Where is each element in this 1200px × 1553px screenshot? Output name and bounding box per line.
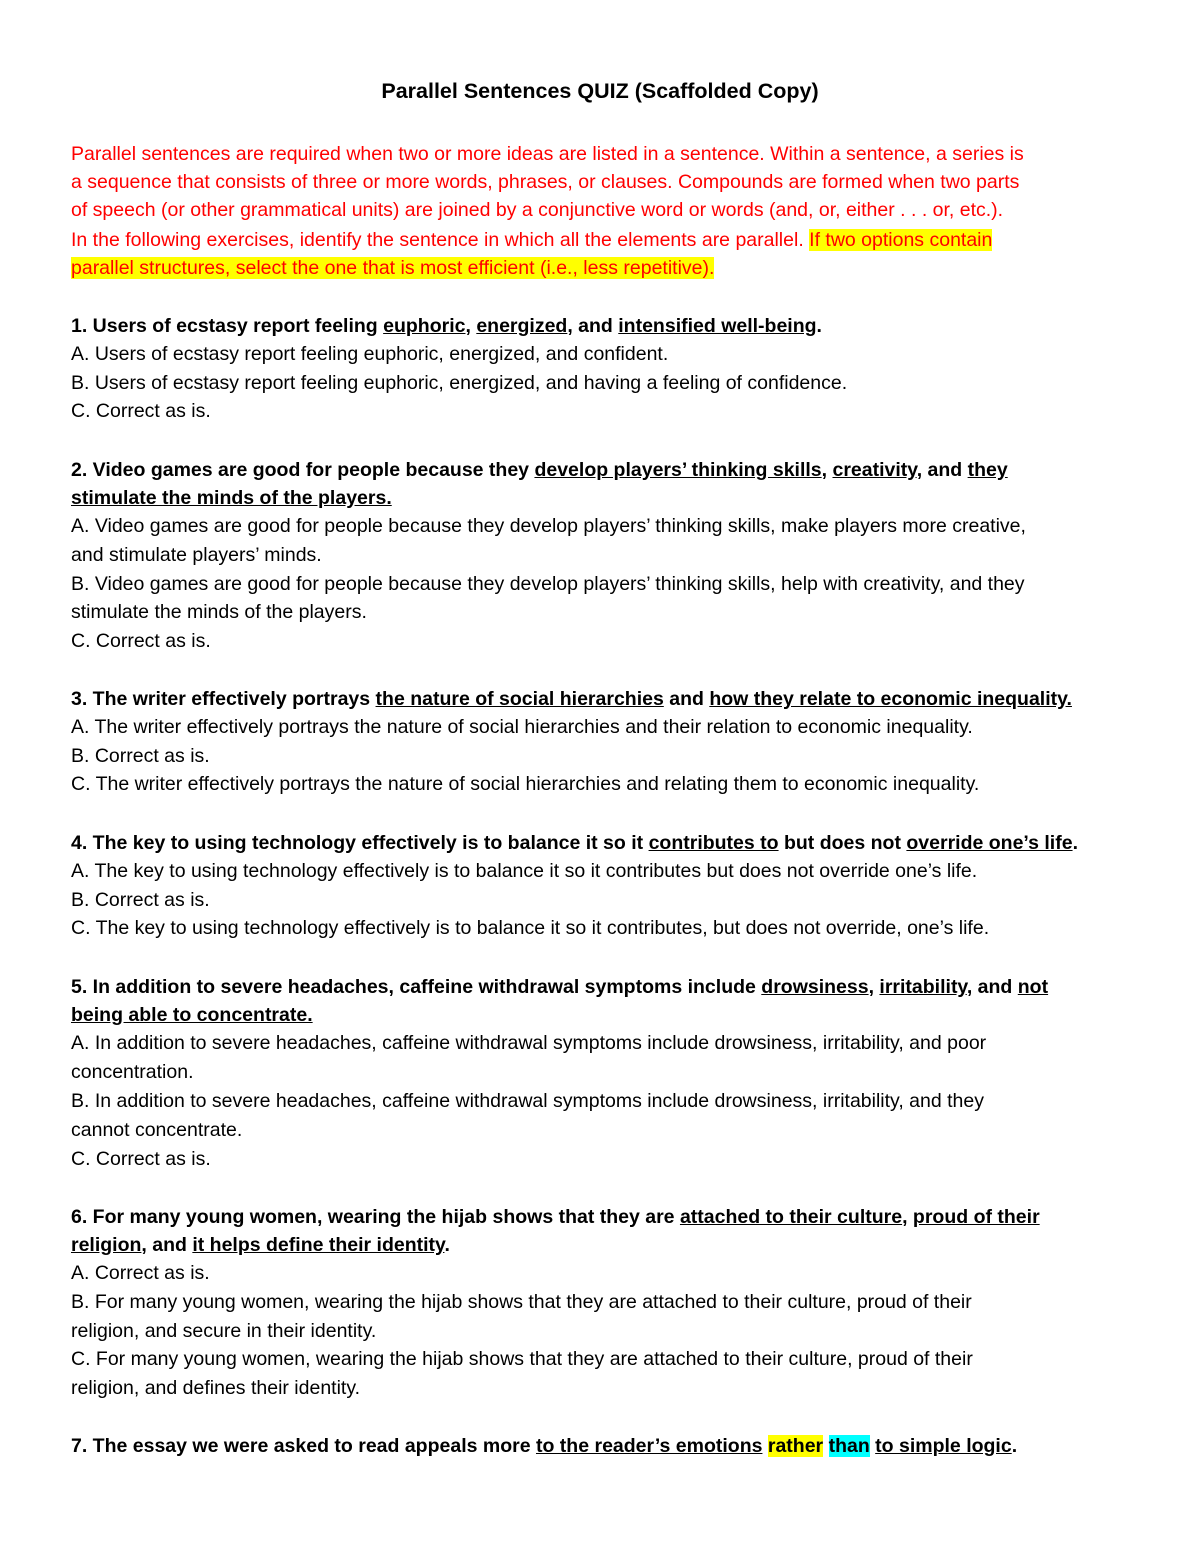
- question-2-option-b: B. Video games are good for people because they develop players’ thinking skills, help with creativity, and they: [71, 573, 1025, 595]
- question-6-option-b-cont: religion, and secure in their identity.: [71, 1320, 377, 1342]
- underlined-element: to simple logic: [875, 1435, 1012, 1457]
- underlined-element: intensified well-being: [618, 315, 817, 337]
- question-2-option-b-cont: stimulate the minds of the players.: [71, 601, 367, 623]
- underlined-element: energized: [476, 315, 568, 337]
- question-2-prompt: 2. Video games are good for people because they develop players’ thinking skills, creativity, and they: [71, 459, 1008, 481]
- underlined-element: religion: [71, 1234, 142, 1256]
- underlined-element: not: [1017, 976, 1049, 998]
- question-2-option-c: C. Correct as is.: [71, 630, 211, 652]
- intro-line-1: Parallel sentences are required when two or more ideas are listed in a sentence. Within a sentence, a series is: [71, 143, 1024, 165]
- underlined-element: creativity: [832, 459, 917, 481]
- question-6-option-c-cont: religion, and defines their identity.: [71, 1377, 361, 1399]
- underlined-element: contributes to: [648, 832, 779, 854]
- question-5-option-a: A. In addition to severe headaches, caffeine withdrawal symptoms include drowsiness, irritability, and poor: [71, 1032, 987, 1054]
- question-4-option-c: C. The key to using technology effectively is to balance it so it contributes, but does not override, one’s life.: [71, 917, 990, 939]
- question-5-prompt: 5. In addition to severe headaches, caffeine withdrawal symptoms include drowsiness, irritability, and not: [71, 976, 1049, 998]
- intro-text: In the following exercises, identify the sentence in which all the elements are parallel.: [71, 229, 810, 251]
- underlined-element: proud of their: [912, 1206, 1040, 1228]
- underlined-element: the nature of social hierarchies: [375, 688, 664, 710]
- underlined-element: develop players’ thinking skills: [534, 459, 822, 481]
- question-2-option-a: A. Video games are good for people because they develop players’ thinking skills, make players more creative,: [71, 515, 1026, 537]
- highlighted-instruction: parallel structures, select the one that is most efficient (i.e., less repetitive).: [71, 257, 715, 279]
- question-4-prompt: 4. The key to using technology effectively is to balance it so it contributes to but does not override one’s life.: [71, 832, 1078, 854]
- question-5-prompt-cont: [71, 1001, 1140, 1029]
- highlighted-word: rather: [767, 1435, 824, 1457]
- question-6-prompt: 6. For many young women, wearing the hijab shows that they are attached to their culture, proud of their: [71, 1206, 1040, 1228]
- question-2-prompt-cont: [71, 484, 1140, 512]
- question-3-prompt: 3. The writer effectively portrays the nature of social hierarchies and how they relate to economic inequality.: [71, 688, 1072, 710]
- intro-line-2: a sequence that consists of three or more words, phrases, or clauses. Compounds are formed when two parts: [71, 171, 1020, 193]
- question-1-prompt: 1. Users of ecstasy report feeling euphoric, energized, and intensified well-being.: [71, 315, 822, 337]
- question-1-option-b: B. Users of ecstasy report feeling euphoric, energized, and having a feeling of confidence.: [71, 372, 848, 394]
- underlined-element: euphoric: [383, 315, 466, 337]
- intro-line-5: [71, 254, 1140, 282]
- intro-line-4: [71, 226, 1140, 254]
- underlined-element: it helps define their identity: [192, 1234, 445, 1256]
- question-6-prompt-cont: religion, and it helps define their identity.: [71, 1234, 450, 1256]
- underlined-element: being able to concentrate.: [71, 1004, 313, 1026]
- underlined-element: they: [967, 459, 1008, 481]
- question-2-option-a-cont: and stimulate players’ minds.: [71, 544, 322, 566]
- question-3-option-a: A. The writer effectively portrays the nature of social hierarchies and their relation to economic inequality.: [71, 716, 973, 738]
- underlined-element: attached to their culture: [679, 1206, 903, 1228]
- underlined-element: to the reader’s emotions: [535, 1435, 763, 1457]
- question-6-option-c: C. For many young women, wearing the hijab shows that they are attached to their culture, proud of their: [71, 1348, 973, 1370]
- underlined-element: drowsiness: [761, 976, 869, 998]
- highlighted-word: than: [828, 1435, 870, 1457]
- question-4-option-a: A. The key to using technology effectively is to balance it so it contributes but does not override one’s life.: [71, 860, 978, 882]
- question-7-prompt: 7. The essay we were asked to read appeals more to the reader’s emotions rather than to simple logic.: [71, 1435, 1018, 1457]
- underlined-element: override one’s life: [906, 832, 1073, 854]
- question-1-option-c: C. Correct as is.: [71, 400, 211, 422]
- question-5-option-c: C. Correct as is.: [71, 1148, 211, 1170]
- question-1-option-a: A. Users of ecstasy report feeling euphoric, energized, and confident.: [71, 343, 669, 365]
- question-6-option-b: B. For many young women, wearing the hijab shows that they are attached to their culture, proud of their: [71, 1291, 972, 1313]
- intro-line-3: of speech (or other grammatical units) are joined by a conjunctive word or words (and, or, either . . . or, etc.).: [71, 199, 1004, 221]
- underlined-element: irritability: [879, 976, 967, 998]
- page-title: Parallel Sentences QUIZ (Scaffolded Copy): [381, 79, 819, 103]
- question-4-option-b: B. Correct as is.: [71, 889, 210, 911]
- question-5-option-b: B. In addition to severe headaches, caffeine withdrawal symptoms include drowsiness, irritability, and they: [71, 1090, 984, 1112]
- underlined-element: stimulate the minds of the players.: [71, 487, 392, 509]
- question-5-option-b-cont: cannot concentrate.: [71, 1119, 243, 1141]
- question-3-option-c: C. The writer effectively portrays the nature of social hierarchies and relating them to economic inequality.: [71, 773, 980, 795]
- underlined-element: how they relate to economic inequality.: [709, 688, 1072, 710]
- question-3-option-b: B. Correct as is.: [71, 745, 210, 767]
- highlighted-instruction: If two options contain: [809, 229, 993, 251]
- question-5-option-a-cont: concentration.: [71, 1061, 194, 1083]
- question-6-option-a: A. Correct as is.: [71, 1262, 210, 1284]
